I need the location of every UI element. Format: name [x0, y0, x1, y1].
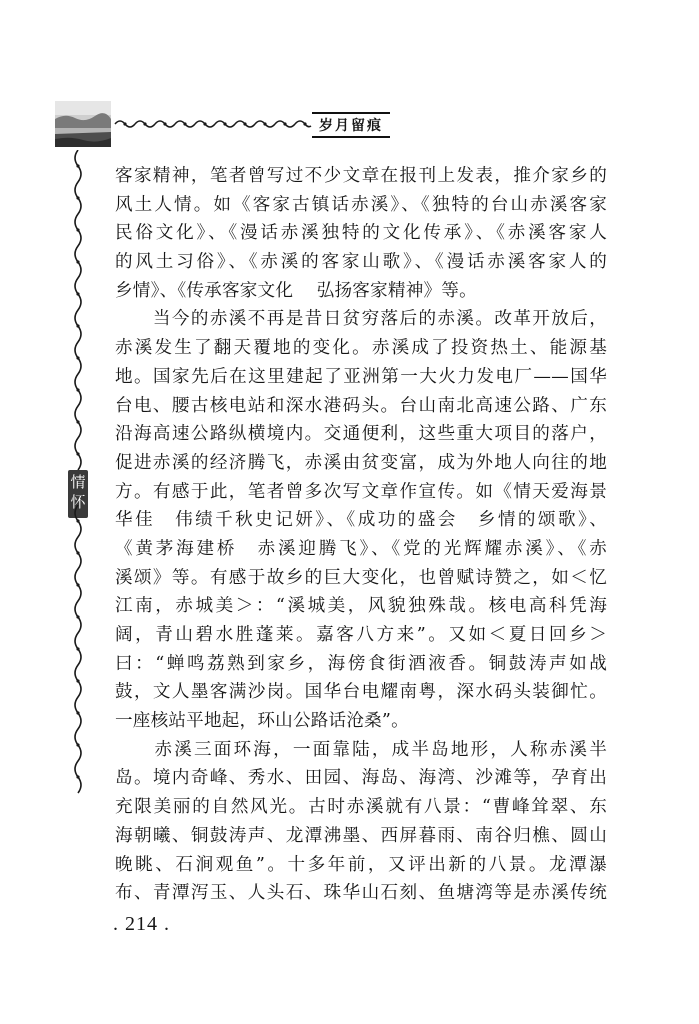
text-line: 地。国家先后在这里建起了亚洲第一大火力发电厂——国华 [115, 366, 607, 387]
header-section-title [312, 112, 390, 138]
body-text [115, 162, 607, 908]
text-line: 岛。境内奇峰、秀水、田园、海岛、海湾、沙滩等，孕育出 [115, 768, 607, 789]
text-line: 的风土习俗》、《赤溪的客家山歌》、《漫话赤溪客家人的 [115, 252, 607, 273]
header-landscape-photo [55, 101, 111, 147]
side-ornament-upper [70, 150, 86, 470]
text-line: 民俗文化》、《漫话赤溪独特的文化传承》、《赤溪客家人 [115, 223, 607, 244]
text-line: 晚眺、石涧观鱼”。十多年前，又评出新的八景。龙潭瀑 [115, 854, 607, 875]
text-line: 沿海高速公路纵横境内。交通便利，这些重大项目的落户， [115, 424, 607, 445]
text-line: 一座核站平地起，环山公路话沧桑”。 [115, 711, 409, 732]
text-line: 赤溪发生了翻天覆地的变化。赤溪成了投资热土、能源基 [115, 338, 607, 359]
text-line: 阔，青山碧水胜蓬莱。嘉客八方来”。又如＜夏日回乡＞ [115, 625, 607, 645]
header-ornament [113, 114, 313, 134]
text-line: 赤溪三面环海，一面靠陆，成半岛地形，人称赤溪半 [115, 739, 607, 760]
text-line: 方。有感于此，笔者曾多次写文章作宣传。如《情天爱海景 [115, 481, 607, 502]
text-line: 促进赤溪的经济腾飞，赤溪由贫变富，成为外地人向往的地 [115, 452, 607, 473]
section-tab-char-2: 怀 [70, 493, 86, 511]
text-line: 当今的赤溪不再是昔日贫穷落后的赤溪。改革开放后， [115, 309, 607, 330]
text-line: 鼓，文人墨客满沙岗。国华台电耀南粤，深水码头装御忙。 [115, 682, 607, 703]
page-number: . 214 . [113, 913, 170, 935]
section-title-text: 岁月留痕 [319, 118, 383, 134]
text-line: 客家精神，笔者曾写过不少文章在报刊上发表，推介家乡的 [115, 166, 607, 186]
text-line: 江南，赤城美＞：“溪城美，风貌独殊哉。核电高科凭海 [115, 596, 607, 617]
text-line: 《黄茅海建桥 赤溪迎腾飞》、《党的光辉耀赤溪》、《赤 [115, 538, 607, 559]
text-line: 曰：“蝉鸣荔熟到家乡，海傍食街酒液香。铜鼓涛声如战 [115, 653, 607, 674]
text-line: 布、青潭泻玉、人头石、珠华山石刻、鱼塘湾等是赤溪传统 [115, 883, 607, 904]
text-line: 海朝曦、铜鼓涛声、龙潭沸墨、西屏暮雨、南谷归樵、圆山 [115, 825, 607, 846]
text-line: 充限美丽的自然风光。古时赤溪就有八景：“曹峰耸翠、东 [115, 797, 607, 818]
text-line: 台电、腰古核电站和深水港码头。台山南北高速公路、广东 [115, 395, 607, 416]
section-tab-char-1: 情 [70, 473, 86, 491]
side-ornament-lower [70, 505, 86, 805]
text-line: 风土人情。如《客家古镇话赤溪》、《独特的台山赤溪客家 [115, 194, 607, 215]
text-line: 溪颂》等。有感于故乡的巨大变化，也曾赋诗赞之，如＜忆 [115, 567, 607, 588]
text-line: 乡情》、《传承客家文化 弘扬客家精神》等。 [115, 280, 477, 301]
text-line: 华佳 伟绩千秋史记妍》、《成功的盛会 乡情的颂歌》、 [115, 510, 607, 531]
